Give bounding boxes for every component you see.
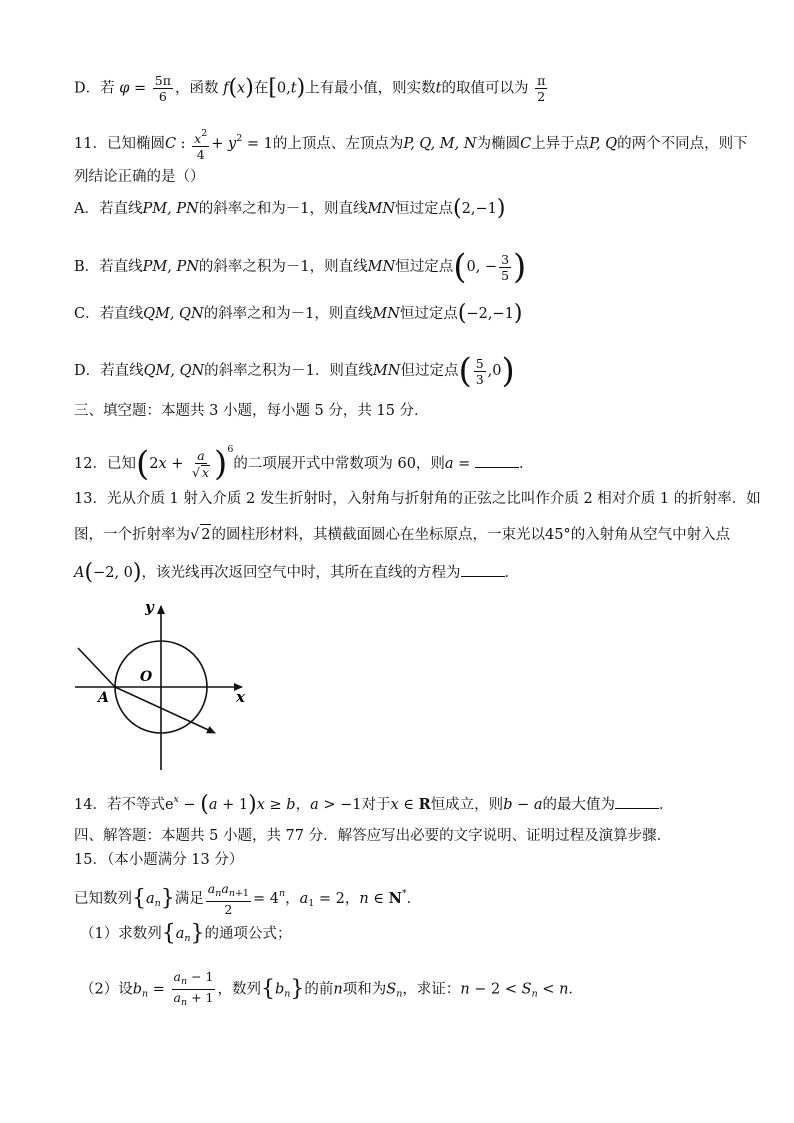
fraction-x2-4: $\frac{x^2}{4}$: [194, 128, 208, 162]
q15-part-2: （2）设$b_n$ = $\frac{a_n - 1}{a_n + 1}$ ，数列$\{b_n\}$的前n项和为$S_n$，求证：$n - 2 < S_n < n$．: [80, 969, 583, 1008]
q15-header: 15．（本小题满分 13 分）: [74, 852, 244, 868]
fraction-bn-definition: $\frac{a_n - 1}{a_n + 1}$: [173, 969, 214, 1008]
origin-label: O: [140, 669, 153, 685]
fraction-5-3: $\frac{5}{3}$: [475, 355, 484, 387]
q13-answer-blank[interactable]: [461, 562, 505, 577]
point-a-label: A: [98, 690, 109, 706]
refraction-figure: [70, 598, 260, 778]
q13-line2: 图，一个折射率为√ 2的圆柱形材料，其横截面圆心在坐标原点，一束光以45°的入射角从空气中射入点: [74, 524, 730, 545]
fraction-3-5: $\frac{3}{5}$: [501, 251, 510, 283]
q11-option-b: B．若直线PM, PN的斜率之积为－1，则直线MN恒过定点(0, − $\frac{3}{5}$ ): [74, 247, 527, 287]
q12: 12．已知(2x + $\frac{a}{√ x}$ )$^6$的二项展开式中常数项为 60，则a = ．: [74, 444, 534, 484]
q13-line3: A(−2, 0)，该光线再次返回空气中时，其所在直线的方程为 ．: [74, 560, 519, 585]
q15-stem: 已知数列$\{a_n\}$满足 $\frac{a_na_{n+1}}{2}$ = $4^n$，$a_1 = 2$，n ∈ N*．: [74, 881, 422, 917]
q14: 14．若不等式$e^x - (a + 1)x \ge b$，a > −1对于x ∈ R恒成立，则b − a的最大值为 ．: [74, 792, 674, 817]
q11-option-a: A．若直线PM, PN的斜率之和为－1，则直线MN恒过定点(2,−1): [74, 196, 506, 221]
section-4-heading: 四、解答题：本题共 5 小题，共 77 分．解答应写出必要的文字说明、证明过程及演算步骤．: [74, 828, 672, 844]
q12-answer-blank[interactable]: [475, 453, 519, 468]
q13-line1: 13．光从介质 1 射入介质 2 发生折射时，入射角与折射角的正弦之比叫作介质 2 相对介质 1 的折射率．如: [74, 491, 761, 507]
fraction-a-sqrtx: $\frac{a}{√ x}$: [192, 448, 210, 480]
incident-ray: [78, 648, 115, 687]
q11-stem-line2: 列结论正确的是（）: [74, 169, 205, 185]
q11-option-d: D．若直线QM, QN的斜率之积为－1．则直线MN但过定点( $\frac{5}{3}$ ,0): [74, 351, 515, 391]
y-axis-label: y: [145, 598, 154, 616]
fraction-anan1-2: $\frac{a_na_{n+1}}{2}$: [207, 881, 249, 917]
q15-part-1: （1）求数列$\{a_n\}$的通项公式；: [80, 921, 292, 946]
x-axis-label: x: [236, 688, 245, 706]
fraction-pi-2: $\frac{\pi}{2}$: [537, 73, 546, 104]
q10-option-d: D．若 φ = $\frac{5\pi}{6}$ ，函数 f(x)在[0,t)上有最小值，则实数t的取值可以为 $\frac{\pi}{2}$: [74, 73, 546, 104]
q11-option-c: C．若直线QM, QN的斜率之和为－1，则直线MN恒过定点(−2,−1): [74, 301, 523, 326]
q11-stem: 11．已知椭圆C : $\frac{x^2}{4}$ + $y^2 = 1$的上顶点、左顶点为P, Q, M, N为椭圆C上异于点P, Q的两个不同点，则下: [74, 128, 748, 162]
fraction-5pi-6: $\frac{5\pi}{6}$: [154, 73, 171, 104]
q14-answer-blank[interactable]: [615, 794, 659, 809]
section-3-heading: 三、填空题：本题共 3 小题，每小题 5 分，共 15 分．: [74, 403, 429, 419]
